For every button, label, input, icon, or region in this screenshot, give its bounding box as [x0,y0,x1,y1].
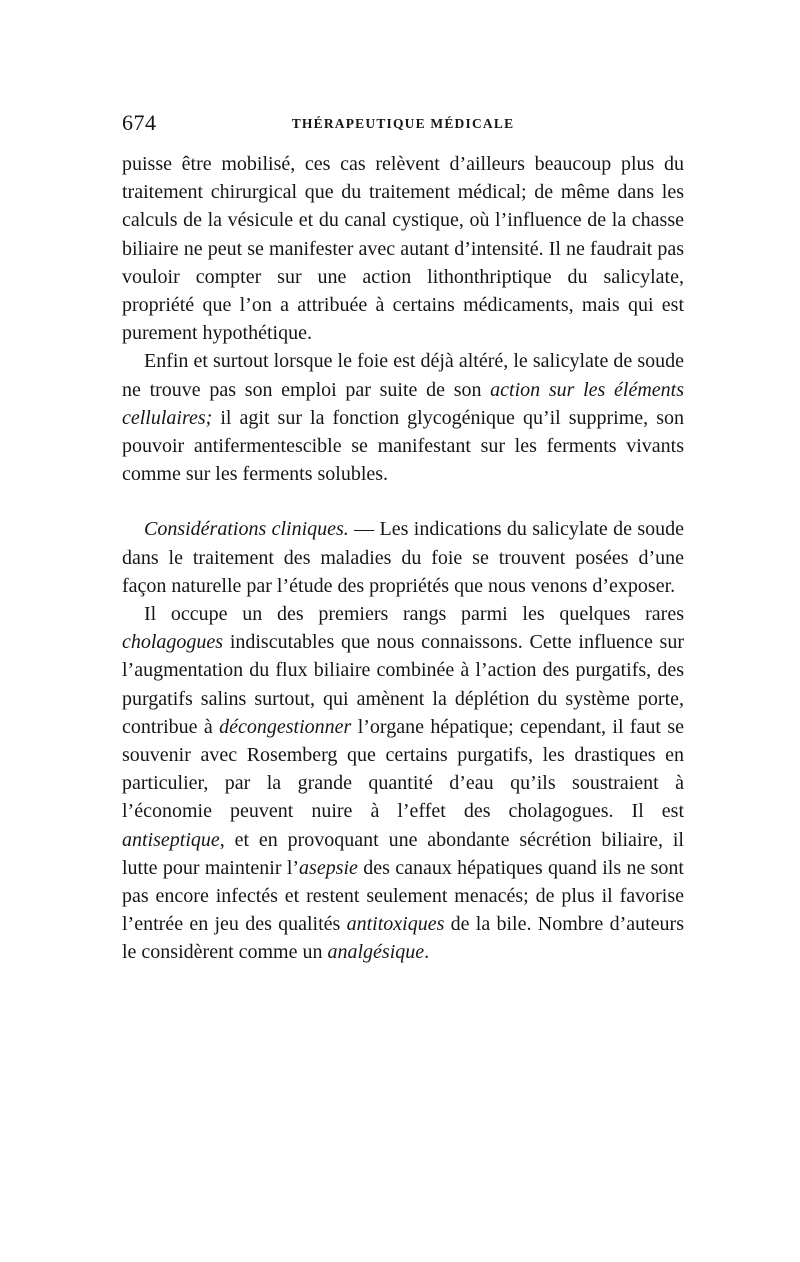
page-number: 674 [122,110,157,135]
italic-term: cholagogues [122,631,224,654]
paragraph-text: Il occupe un des premiers rangs parmi les quelques rares [144,603,684,626]
paragraph-3 [122,515,684,600]
paragraph-text: Enfin et surtout lorsque le foie est déjà altéré, le salicylate de soude ne trouve pas son emploi par suite de son [122,350,684,401]
section-heading: Considérations cliniques. [144,518,349,541]
italic-term: antiseptique [122,828,220,851]
running-title: THÉRAPEUTIQUE MÉDICALE [291,116,515,131]
running-head [122,108,684,138]
paragraph-text: — Les indications du salicylate de soude dans le traitement des maladies du foie se trouvent posées d’une façon naturelle par l’étude des propriétés que nous venons d’exposer. [122,518,684,597]
section-gap [122,488,684,515]
italic-term: asepsie [299,856,358,879]
paragraph-text: des canaux hépatiques quand ils ne sont pas encore infectés et restent seulement menacés; de plus il favorise l’entrée en jeu des qualités [122,856,684,936]
paragraph-text: . [424,941,430,964]
paragraph-text: indiscutables que nous connaissons. Cette influence sur l’augmentation du flux biliaire combinée à l’action des purgatifs, des purgatifs salins surtout, qui amènent la déplétion du système porte, contribue à [122,631,684,738]
paragraph-1 [122,150,684,347]
paragraph-4 [122,600,684,967]
paragraph-text: l’organe hépatique; cependant, il faut se souvenir avec Rosemberg que certains purgatifs, les drastiques en particulier, par la grande quantité d’eau qu’ils soustraient à l’économie peuvent nuire à l’effet des cholagogues. Il est [122,715,684,823]
italic-term: analgésique [327,941,425,964]
italic-term: antitoxiques [346,913,445,936]
italic-phrase: action sur les éléments cellulaires; [122,378,684,429]
paragraph-2 [122,347,684,488]
paragraph-text: puisse être mobilisé, ces cas relèvent d’ailleurs beaucoup plus du traitement chirurgical que du traitement médical; de même dans les calculs de la vésicule et du canal cystique, où l’influence de la chasse biliaire ne peut se manifester avec autant d’intensité. Il ne faudrait pas vouloir compter sur une action lithonthriptique du salicylate, propriété que l’on a attribuée à certains médicaments, mais qui est purement hypothétique. [122,153,684,345]
book-page [122,108,684,967]
paragraph-text: , et en provoquant une abondante sécrétion biliaire, il lutte pour maintenir l’ [122,828,684,879]
paragraph-text: il agit sur la fonction glycogénique qu’il supprime, son pouvoir antifermentescible se manifestant sur les ferments vivants comme sur les ferments solubles. [122,406,684,486]
body-text [122,150,684,967]
paragraph-text: de la bile. Nombre d’auteurs le considèrent comme un [122,913,684,964]
italic-term: décongestionner [219,715,352,738]
